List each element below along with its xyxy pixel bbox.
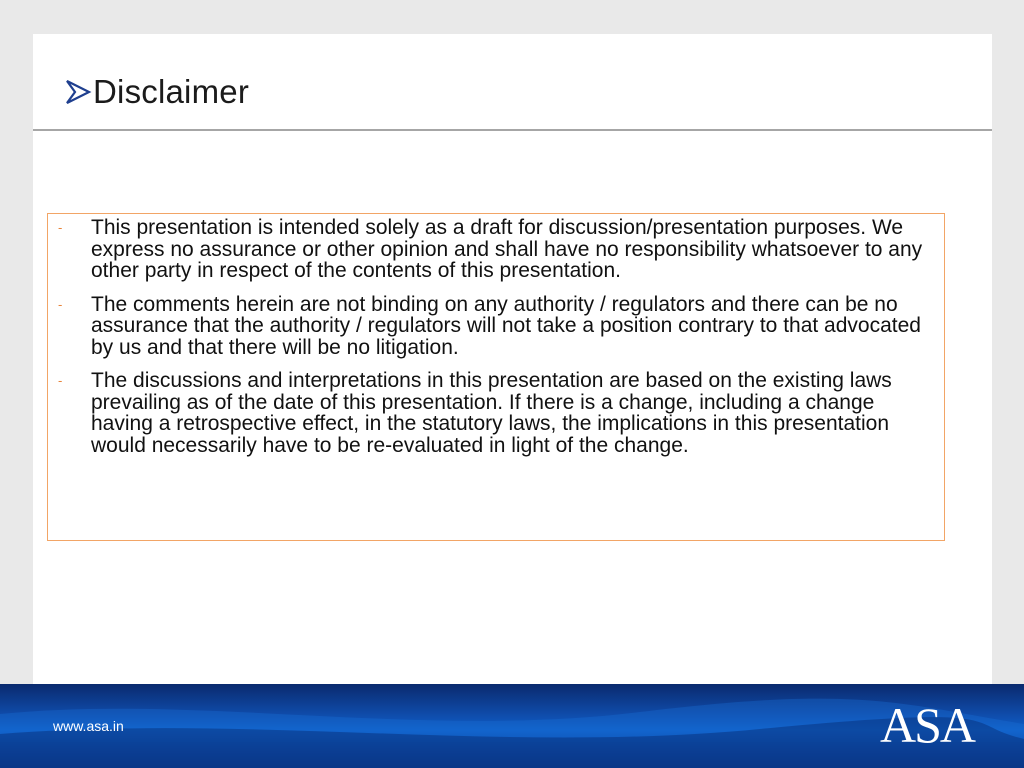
bullet-marker: - bbox=[58, 220, 63, 235]
slide-title-row bbox=[63, 72, 249, 112]
list-item bbox=[48, 294, 938, 359]
list-item bbox=[48, 217, 938, 282]
bullet-text: This presentation is intended solely as a draft for discussion/presentation purposes. We express no assurance or other opinion and shall have no responsibility whatsoever to any other party in respect of the contents of this presentation. bbox=[91, 216, 923, 282]
slide bbox=[33, 34, 992, 684]
bullet-marker: - bbox=[58, 373, 63, 388]
bullet-marker: - bbox=[58, 296, 63, 312]
bullet-text: The discussions and interpretations in this presentation are based on the existing laws prevailing as of the date of this presentation. If there is a change, including a change having a retrospective effect, in the statutory laws, the implications in this presentation would necessarily have to be re-evaluated in light of the change. bbox=[91, 369, 892, 457]
disclaimer-list bbox=[48, 217, 938, 468]
title-divider bbox=[33, 129, 992, 131]
footer-url-link[interactable]: www.asa.in bbox=[53, 718, 124, 734]
bullet-text: The comments herein are not binding on any authority / regulators and there can be no assurance that the authority / regulators will not take a position contrary to that advocated by us and that there will be no litigation. bbox=[91, 292, 921, 359]
footer-wave-decoration bbox=[0, 684, 1024, 768]
asa-logo: ASA bbox=[880, 697, 975, 753]
footer-banner bbox=[0, 684, 1024, 768]
arrow-right-icon bbox=[63, 77, 93, 107]
slide-title: Disclaimer bbox=[93, 73, 250, 110]
disclaimer-box bbox=[47, 213, 945, 541]
list-item bbox=[48, 370, 938, 456]
